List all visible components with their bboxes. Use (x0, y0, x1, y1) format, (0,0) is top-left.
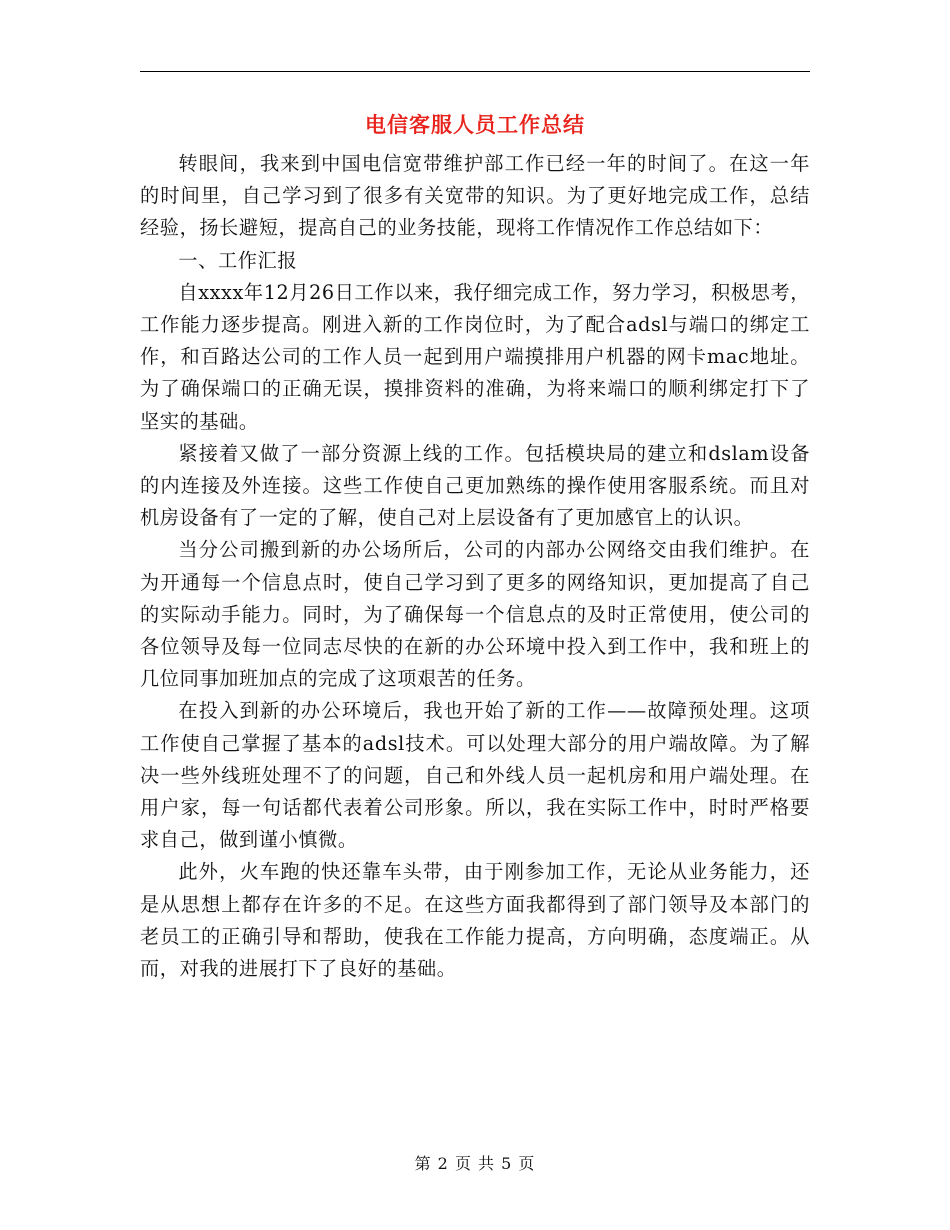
paragraph-start-work: 自xxxx年12月26日工作以来，我仔细完成工作，努力学习，积极思考，工作能力逐步提高。刚进入新的工作岗位时，为了配合adsl与端口的绑定工作，和百路达公司的工作人员一起到用户端摸排用户机器的网卡mac地址。为了确保端口的正确无误，摸排资料的准确，为将来端口的顺利绑定打下了坚实的基础。 (140, 280, 810, 433)
document-title: 电信客服人员工作总结 (365, 112, 585, 137)
document-body (140, 148, 810, 985)
paragraph-office-network: 当分公司搬到新的办公场所后，公司的内部办公网络交由我们维护。在为开通每一个信息点时，使自己学习到了更多的网络知识，更加提高了自己的实际动手能力。同时，为了确保每一个信息点的及时正常使用，使公司的各位领导及每一位同志尽快的在新的办公环境中投入到工作中，我和班上的几位同事加班加点的完成了这项艰苦的任务。 (140, 538, 810, 691)
section-heading-work-report: 一、工作汇报 (178, 248, 298, 272)
paragraph-fault-preprocessing: 在投入到新的办公环境后，我也开始了新的工作——故障预处理。这项工作使自己掌握了基本的adsl技术。可以处理大部分的用户端故障。为了解决一些外线班处理不了的问题，自己和外线人员一起机房和用户端处理。在用户家，每一句话都代表着公司形象。所以，我在实际工作中，时时严格要求自己，做到谨小慎微。 (140, 699, 810, 852)
paragraph-intro: 转眼间，我来到中国电信宽带维护部工作已经一年的时间了。在这一年的时间里，自己学习到了很多有关宽带的知识。为了更好地完成工作，总结经验，扬长避短，提高自己的业务技能，现将工作情况作工作总结如下： (140, 152, 810, 240)
page-number: 第 2 页 共 5 页 (414, 1154, 536, 1173)
paragraph-resource-online: 紧接着又做了一部分资源上线的工作。包括模块局的建立和dslam设备的内连接及外连接。这些工作使自己更加熟练的操作使用客服系统。而且对机房设备有了一定的了解，使自己对上层设备有了更加感官上的认识。 (140, 441, 810, 530)
paragraph-guidance: 此外，火车跑的快还靠车头带，由于刚参加工作，无论从业务能力，还是从思想上都存在许多的不足。在这些方面我都得到了部门领导及本部门的老员工的正确引导和帮助，使我在工作能力提高，方向明确，态度端正。从而，对我的进展打下了良好的基础。 (140, 860, 810, 981)
header-rule (140, 71, 810, 72)
